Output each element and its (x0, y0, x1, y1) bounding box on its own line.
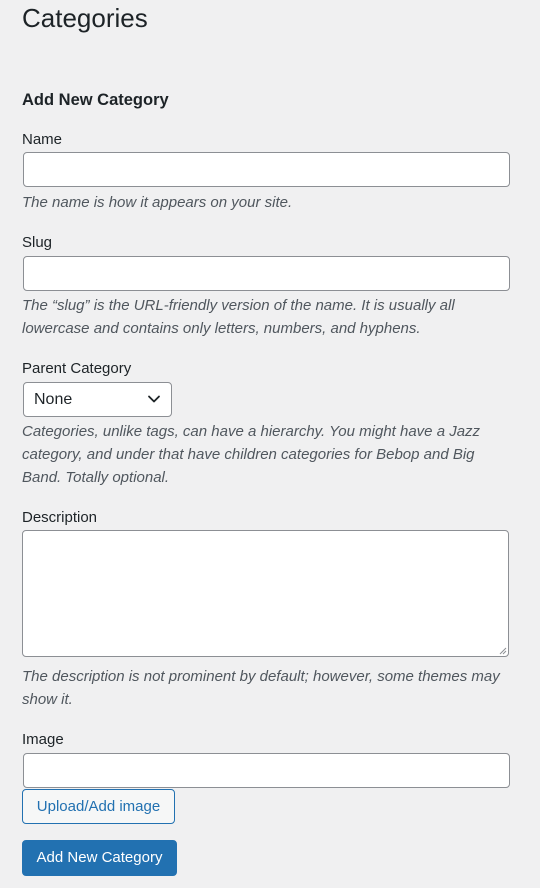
parent-category-label: Parent Category (22, 360, 132, 377)
add-new-category-button[interactable]: Add New Category (22, 840, 177, 876)
parent-category-select[interactable] (23, 382, 172, 417)
name-input[interactable] (23, 152, 510, 187)
parent-category-selected-value: None (34, 391, 73, 408)
add-new-category-heading: Add New Category (22, 91, 169, 109)
name-label: Name (22, 131, 63, 148)
slug-input[interactable] (23, 256, 510, 291)
image-label: Image (22, 731, 64, 748)
resize-handle-icon[interactable] (497, 645, 507, 655)
image-url-input[interactable] (23, 753, 510, 788)
description-label: Description (22, 509, 98, 526)
slug-help-text: The “slug” is the URL-friendly version of the name. It is usually all lowercase and contains only letters, numbers, and hyphens. (22, 297, 455, 337)
description-help-text: The description is not prominent by default; however, some themes may show it. (22, 668, 500, 708)
parent-category-help-text: Categories, unlike tags, can have a hierarchy. You might have a Jazz category, and under that have children categories for Bebop and Big Band. Totally optional. (22, 423, 481, 486)
upload-add-image-button[interactable]: Upload/Add image (22, 789, 175, 824)
description-textarea[interactable] (22, 530, 509, 657)
slug-label: Slug (22, 234, 53, 251)
name-help-text: The name is how it appears on your site. (22, 194, 293, 211)
chevron-down-icon (147, 394, 161, 404)
page-title: Categories (22, 3, 148, 33)
